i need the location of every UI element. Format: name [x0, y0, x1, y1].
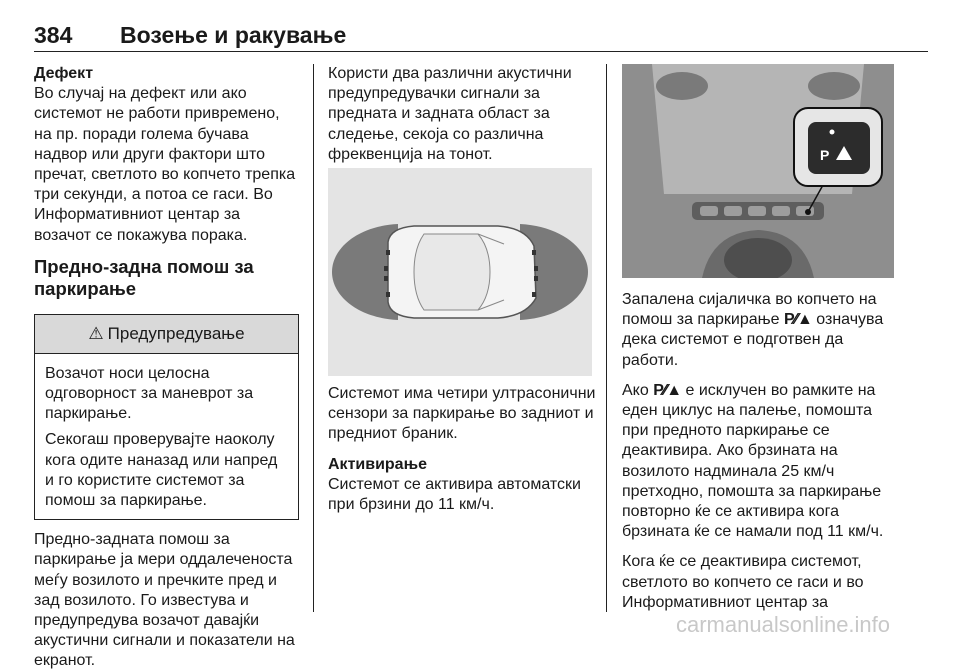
section-heading: Предно-задна помош за паркирање	[34, 255, 254, 299]
warning-para-1: Возачот носи целосна одговорност за маневрот за паркирање.	[45, 364, 254, 423]
chapter-title: Возење и ракување	[120, 22, 347, 48]
warning-para-2: Секогаш проверувајте наоколу кога одите наназад или напред и го користите системот за помош за паркирање.	[45, 431, 278, 510]
lamp-text	[622, 290, 892, 371]
callout-dot	[805, 209, 811, 215]
warning-body	[35, 354, 298, 519]
intro-text: Користи два различни акустични предупредувачки сигнали за предната и задната област за следење, секоја со различна фреквенција на тонот.	[328, 65, 572, 163]
fault-text: Во случај на дефект или ако системот не работи привремено, на пр. поради голема бучава надвор или други фактори што пречат, светлото во копчето трепка три секунди, а потоа се гаси. Во Информативниот центар за возачот се покажува порака.	[34, 85, 296, 244]
column-divider-2	[606, 64, 607, 612]
vent-left	[656, 72, 708, 100]
warning-triangle-icon: ⚠	[88, 323, 104, 343]
indicator-lamp	[830, 130, 835, 135]
vent-right	[808, 72, 860, 100]
console-button-photo	[622, 64, 894, 278]
fault-heading: Дефект	[34, 65, 94, 82]
watermark: carmanualsonline.info	[676, 612, 891, 637]
warning-header	[35, 315, 298, 354]
deactivation-text	[622, 381, 892, 543]
column-middle	[328, 64, 596, 165]
park-assist-icon: P	[820, 147, 830, 163]
park-assist-button	[808, 122, 870, 174]
light-off-text: Кога ќе се деактивира системот, светлото во копчето се гаси и во Информативниот центар за	[622, 553, 864, 611]
deact-text-before: Ако	[622, 381, 649, 399]
page-header	[34, 22, 928, 54]
column-middle-lower	[328, 384, 596, 515]
activation-heading: Активирање	[328, 455, 427, 473]
column-left	[34, 64, 300, 672]
warning-title: Предупредување	[107, 323, 245, 343]
park-assist-symbol-icon-2: P⁄⁄▲	[653, 381, 682, 399]
sensors-text: Системот има четири ултрасонични сензори за паркирање во задниот и предниот браник.	[328, 385, 596, 443]
console-svg	[622, 64, 894, 278]
warning-box	[34, 314, 299, 520]
column-divider-1	[313, 64, 314, 612]
car-topview-svg	[328, 168, 592, 376]
body-text: Предно-задната помош за паркирање ја мери оддалеченоста меѓу возилото и пречките пред и зад возилото. Го известува и предупредува возачот давајќи акустични сигнали и показатели на екранот.	[34, 531, 295, 670]
lamp-text-before: Запалена сијаличка во копчето на помош за паркирање	[622, 291, 877, 329]
column-right	[622, 290, 892, 613]
lamp-text-after: означува дека системот е подготвен да работи.	[622, 311, 884, 369]
parking-sensor-diagram	[328, 168, 592, 376]
park-assist-symbol-icon: P⁄⁄▲	[783, 311, 812, 329]
page-number: 384	[34, 22, 73, 48]
activation-text: Системот се активира автоматски при брзини до 11 км/ч.	[328, 475, 581, 514]
car-roof	[414, 234, 490, 310]
deact-text-after: е исклучен во рамките на еден циклус на палење, помошта при предното паркирање се деактивира. Ако брзината на возилото надминала 25 км/ч претходно, помошта за паркирање повторно ќе се активира кога брзината ќе се намали под 11 км/ч.	[622, 381, 884, 541]
header-rule	[34, 51, 928, 52]
